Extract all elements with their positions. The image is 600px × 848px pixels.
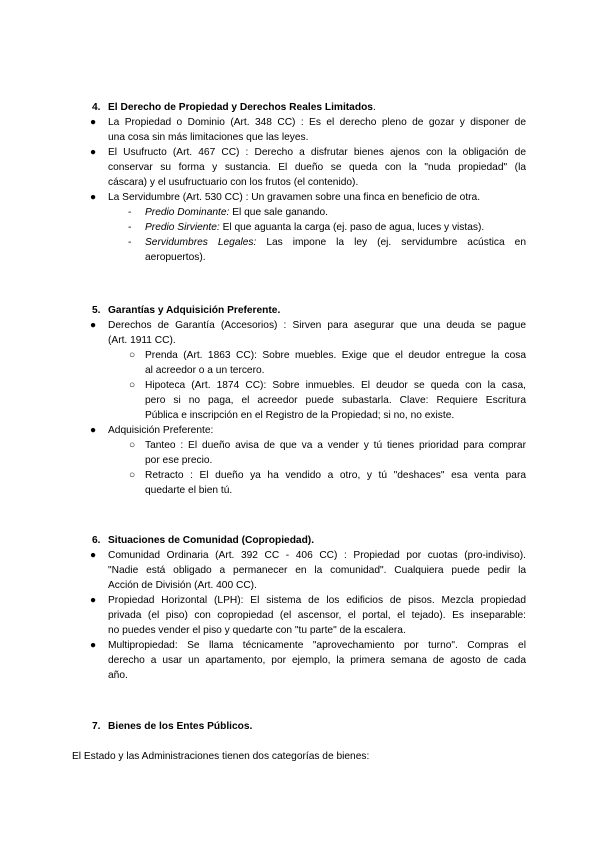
subitem-retracto-line-2: quedarte el bien tú. xyxy=(145,485,233,496)
item-multipropiedad-line-3: año. xyxy=(108,670,128,681)
sub-bullet-icon: ○ xyxy=(129,350,136,361)
subitem-text: El que aguanta la carga (ej. paso de agua, luces y vistas). xyxy=(219,222,485,233)
dash-icon: - xyxy=(128,237,132,248)
section-4-title-text: El Derecho de Propiedad y Derechos Reales Limitados xyxy=(108,102,373,113)
bullet-icon: ● xyxy=(90,192,97,203)
subitem-tanteo-line-2: por ese precio. xyxy=(145,455,213,466)
item-usufructo-line-1: El Usufructo (Art. 467 CC) : Derecho a disfrutar bienes ajenos con la obligación de xyxy=(108,147,526,158)
bullet-icon: ● xyxy=(90,550,97,561)
item-comunidad-line-2: "Nadie está obligado a permanecer en la comunidad". Cualquiera puede pedir la xyxy=(108,565,526,576)
item-horizontal-line-3: no puedes vender el piso y quedarte con "tu parte" de la escalera. xyxy=(108,625,406,636)
item-garantia-line-2: (Art. 1911 CC). xyxy=(108,335,176,346)
section-7-title: Bienes de los Entes Públicos. xyxy=(108,721,253,732)
section-4-title xyxy=(108,100,376,115)
item-adquisicion-line-1: Adquisición Preferente: xyxy=(108,425,214,436)
item-propiedad-line-2: una cosa sin más limitaciones que las leyes. xyxy=(108,132,309,143)
item-multipropiedad-line-2: derecho a usar un apartamento, por ejemplo, la primera semana de agosto de cada xyxy=(108,655,526,666)
section-6-title: Situaciones de Comunidad (Copropiedad). xyxy=(108,535,315,546)
bullet-icon: ● xyxy=(90,425,97,436)
subitem-predio-dominante xyxy=(145,205,328,220)
subitem-hipoteca-line-3: Pública e inscripción en el Registro de la Propiedad; si no, no existe. xyxy=(145,410,455,421)
bullet-icon: ● xyxy=(90,147,97,158)
subitem-prenda-line-1: Prenda (Art. 1863 CC): Sobre muebles. Exige que el deudor entregue la cosa xyxy=(145,350,526,361)
subitem-prenda-line-2: al acreedor o a un tercero. xyxy=(145,365,265,376)
section-6-number: 6. xyxy=(92,535,101,546)
bullet-icon: ● xyxy=(90,640,97,651)
item-multipropiedad-line-1: Multipropiedad: Se llama técnicamente "aprovechamiento por turno". Compras el xyxy=(108,640,526,651)
sub-bullet-icon: ○ xyxy=(129,380,136,391)
item-servidumbre-line-1: La Servidumbre (Art. 530 CC) : Un gravamen sobre una finca en beneficio de otra. xyxy=(108,192,481,203)
bullet-icon: ● xyxy=(90,117,97,128)
subitem-text: Las impone la ley (ej. servidumbre acústica en xyxy=(256,237,526,248)
dash-icon: - xyxy=(128,222,132,233)
section-5-number: 5. xyxy=(92,305,101,316)
subitem-hipoteca-line-2: pero si no paga, el acreedor puede subastarla. Clave: Requiere Escritura xyxy=(145,395,526,406)
item-horizontal-line-2: privada (el piso) con copropiedad (el ascensor, el portal, el tejado). Es inseparable: xyxy=(108,610,526,621)
subitem-text: El que sale ganando. xyxy=(229,207,328,218)
item-horizontal-line-1: Propiedad Horizontal (LPH): El sistema de los edificios de pisos. Mezcla propiedad xyxy=(108,595,526,606)
sub-bullet-icon: ○ xyxy=(129,470,136,481)
item-usufructo-line-2: conservar su forma y sustancia. El dueño se queda con la "nuda propiedad" (la xyxy=(108,162,526,173)
item-propiedad-line-1: La Propiedad o Dominio (Art. 348 CC) : Es el derecho pleno de gozar y disponer de xyxy=(108,117,526,128)
section-7-paragraph: El Estado y las Administraciones tienen dos categorías de bienes: xyxy=(72,751,370,762)
subitem-tanteo-line-1: Tanteo : El dueño avisa de que va a vender y tú tienes prioridad para comprar xyxy=(145,440,526,451)
section-5-title: Garantías y Adquisición Preferente. xyxy=(108,305,281,316)
subitem-predio-sirviente xyxy=(145,220,484,235)
section-4-title-period: . xyxy=(372,102,376,113)
subitem-term: Predio Dominante: xyxy=(145,207,230,218)
item-usufructo-line-3: cáscara) y el usufructuario con los frutos (el contenido). xyxy=(108,177,359,188)
bullet-icon: ● xyxy=(90,595,97,606)
subitem-retracto-line-1: Retracto : El dueño ya ha vendido a otro, y tú "deshaces" esa venta para xyxy=(145,470,526,481)
bullet-icon: ● xyxy=(90,320,97,331)
subitem-hipoteca-line-1: Hipoteca (Art. 1874 CC): Sobre inmuebles. El deudor se queda con la casa, xyxy=(145,380,526,391)
item-comunidad-line-1: Comunidad Ordinaria (Art. 392 CC - 406 CC) : Propiedad por cuotas (pro-indiviso). xyxy=(108,550,526,561)
sub-bullet-icon: ○ xyxy=(129,440,136,451)
subitem-servidumbres-legales-cont: aeropuertos). xyxy=(145,252,206,263)
dash-icon: - xyxy=(128,207,132,218)
subitem-term: Predio Sirviente: xyxy=(145,222,220,233)
section-7-number: 7. xyxy=(92,721,101,732)
section-4-number: 4. xyxy=(92,102,101,113)
item-garantia-line-1: Derechos de Garantía (Accesorios) : Sirven para asegurar que una deuda se pague xyxy=(108,320,526,331)
item-comunidad-line-3: Acción de División (Art. 400 CC). xyxy=(108,580,257,591)
subitem-term: Servidumbres Legales: xyxy=(145,237,257,248)
subitem-servidumbres-legales xyxy=(145,235,526,250)
